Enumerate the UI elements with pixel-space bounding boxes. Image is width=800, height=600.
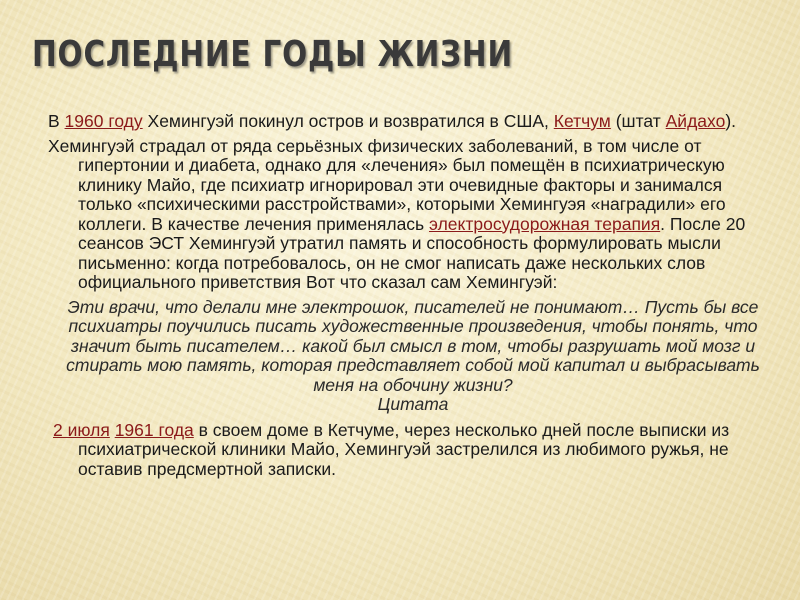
p1-text-1: В bbox=[48, 111, 65, 131]
hemingway-quote bbox=[48, 298, 778, 415]
p2-text-2: . После 20 сеансов ЭСТ Хемингуэй утратил память и способность формулировать мысли письменно: когда потребовалось, он не смог написать даже нескольких слов официального приветствия Вот что сказал сам Хемингуэй: bbox=[78, 213, 746, 292]
link-ketchum[interactable]: Кетчум bbox=[553, 111, 611, 131]
p1-text-4: ). bbox=[725, 111, 737, 131]
quote-text: Эти врачи, что делали мне электрошок, писателей не понимают… Пусть бы все психиатры поучились писать художественные произведения, чтобы понять, что значит быть писателем… какой был смысл в том, чтобы разрушать мой мозг и стирать мою память, которая представляет собой мой капитал и выбрасывать меня на обочину жизни? bbox=[66, 296, 760, 395]
paragraph-return-to-usa bbox=[48, 112, 778, 132]
quote-citation: Цитата bbox=[377, 394, 449, 414]
p3-text-2: в своем доме в Кетчуме, через несколько дней после выписки из психиатрической клиники Майо, Хемингуэй застрелился из любимого ружья, не оставив предсмертной записки. bbox=[78, 419, 730, 479]
p2-text-1: Хемингуэй страдал от ряда серьёзных физических заболеваний, в том числе от гипертонии и диабета, однако для «лечения» был помещён в психиатрическую клинику Майо, где психиатр игнорировал эти очевидные факторы и занимался только «психическими расстройствами», которыми Хемингуэя «наградили» его коллеги. В качестве лечения применялась bbox=[48, 135, 726, 234]
paragraph-death bbox=[48, 421, 778, 480]
p1-text-2: Хемингуэй покинул остров и возвратился в США, bbox=[142, 111, 554, 131]
slide-title: ПОСЛЕДНИЕ ГОДЫ ЖИЗНИ bbox=[32, 34, 513, 75]
link-idaho[interactable]: Айдахо bbox=[665, 111, 726, 131]
p1-text-3: (штат bbox=[610, 111, 666, 131]
link-electroconvulsive-therapy[interactable]: электросудорожная терапия bbox=[429, 213, 661, 234]
link-1960-year[interactable]: 1960 году bbox=[64, 111, 143, 131]
paragraph-illness bbox=[48, 137, 778, 293]
link-1961-year[interactable]: 1961 года bbox=[114, 419, 194, 440]
link-july-2[interactable]: 2 июля bbox=[53, 419, 110, 440]
slide-content bbox=[48, 112, 778, 484]
